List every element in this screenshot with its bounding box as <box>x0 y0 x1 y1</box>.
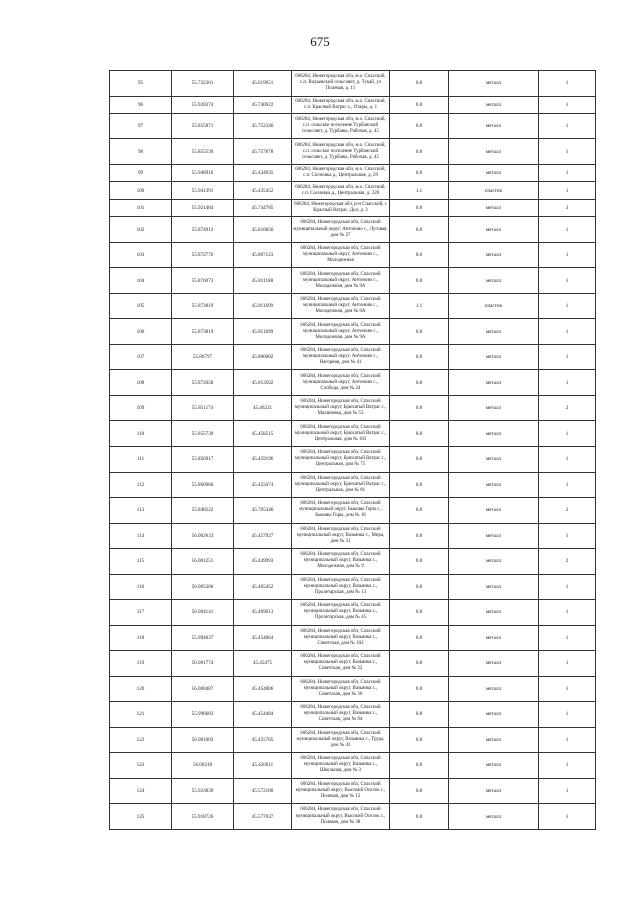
row-number: 111 <box>110 447 172 473</box>
address-cell: 606284, Нижегородская обл, Спасский муниципальный округ, Антоново с., Молодежная, дом № 9А <box>292 268 390 294</box>
material-cell: металл <box>449 395 539 421</box>
count-cell: 1 <box>539 804 596 830</box>
longitude-cell: 45.811699 <box>234 319 292 345</box>
address-cell: 606284, Нижегородская обл, Спасский муниципальный округ, Вазьянка с., Пролетарская, дом № 45 <box>292 600 390 626</box>
address-cell: 606284, Нижегородская обл, Спасский муниципальный округ, Вазьянка с., Советская, дом № 94 <box>292 702 390 728</box>
latitude-cell: 55.876073 <box>172 268 234 294</box>
longitude-cell: 45.740022 <box>234 96 292 113</box>
longitude-cell: 45.811188 <box>234 268 292 294</box>
address-cell: 606284, Нижегородская обл, Спасский муниципальный округ, Вазьянка с., Труда, дом № 43 <box>292 727 390 753</box>
capacity-cell: 0.8 <box>390 199 449 216</box>
capacity-cell: 0.8 <box>390 574 449 600</box>
count-cell: 1 <box>539 523 596 549</box>
longitude-cell: 45.449993 <box>234 549 292 575</box>
longitude-cell: 45.816856 <box>234 217 292 243</box>
longitude-cell: 45.454806 <box>234 676 292 702</box>
latitude-cell: 55.732361 <box>172 71 234 97</box>
count-cell: 1 <box>539 268 596 294</box>
longitude-cell: 45.435452 <box>234 182 292 199</box>
table-row <box>110 600 596 626</box>
count-cell: 1 <box>539 574 596 600</box>
material-cell: металл <box>449 498 539 524</box>
latitude-cell: 56.001774 <box>172 651 234 677</box>
row-number: 114 <box>110 523 172 549</box>
table-body <box>110 71 596 830</box>
longitude-cell: 45.806002 <box>234 344 292 370</box>
material-cell: металл <box>449 344 539 370</box>
latitude-cell: 55.848222 <box>172 498 234 524</box>
address-cell: 606284, Нижегородская обл, р-н Спасский, с Красный Ватрас, Дол, д. 3 <box>292 199 390 216</box>
row-number: 110 <box>110 421 172 447</box>
longitude-cell: 45.455705 <box>234 727 292 753</box>
longitude-cell: 45.458515 <box>234 421 292 447</box>
table-row <box>110 753 596 779</box>
table-row <box>110 268 596 294</box>
table-row <box>110 96 596 113</box>
material-cell: металл <box>449 319 539 345</box>
longitude-cell: 45.459196 <box>234 447 292 473</box>
address-cell: 606284, Нижегородская обл, Спасский муниципальный округ, Быковы Горы с., Быковы Горы, дом № 18 <box>292 498 390 524</box>
address-cell: 606284, Нижегородская обл, м.о. Спасский, с.п. Сосновка д., Центральная, д. 32б <box>292 182 390 199</box>
capacity-cell: 0.8 <box>390 165 449 182</box>
row-number: 97 <box>110 113 172 139</box>
row-number: 115 <box>110 549 172 575</box>
material-cell: металл <box>449 523 539 549</box>
longitude-cell: 45.765346 <box>234 498 292 524</box>
material-cell: пластик <box>449 293 539 319</box>
capacity-cell: 0.8 <box>390 600 449 626</box>
count-cell: 2 <box>539 549 596 575</box>
table-row <box>110 319 596 345</box>
row-number: 106 <box>110 319 172 345</box>
capacity-cell: 0.8 <box>390 113 449 139</box>
material-cell: металл <box>449 676 539 702</box>
address-cell: 606284, Нижегородская обл, Спасский муниципальный округ, Вазьянка с., Советская, дом № 22 <box>292 651 390 677</box>
material-cell: металл <box>449 727 539 753</box>
row-number: 123 <box>110 753 172 779</box>
count-cell: 1 <box>539 344 596 370</box>
latitude-cell: 55.855739 <box>172 421 234 447</box>
table-row <box>110 523 596 549</box>
capacity-cell: 0.8 <box>390 268 449 294</box>
material-cell: металл <box>449 600 539 626</box>
longitude-cell: 45.457927 <box>234 523 292 549</box>
address-cell: 606284, Нижегородская обл, Спасский муниципальный округ, Антоново с., Луговая, дом № 27 <box>292 217 390 243</box>
count-cell: 1 <box>539 242 596 268</box>
address-cell: 606284, Нижегородская обл, Спасский муниципальный округ, Антоново с., Слобода, дом № 24 <box>292 370 390 396</box>
material-cell: металл <box>449 549 539 575</box>
container-sites-table <box>109 70 596 830</box>
table-row <box>110 370 596 396</box>
capacity-cell: 0.8 <box>390 498 449 524</box>
material-cell: металл <box>449 370 539 396</box>
count-cell: 1 <box>539 447 596 473</box>
longitude-cell: 45.454064 <box>234 625 292 651</box>
latitude-cell: 55.872058 <box>172 370 234 396</box>
latitude-cell: 55.872776 <box>172 242 234 268</box>
material-cell: металл <box>449 242 539 268</box>
count-cell: 1 <box>539 702 596 728</box>
longitude-cell: 45.450011 <box>234 753 292 779</box>
longitude-cell: 45.434935 <box>234 165 292 182</box>
capacity-cell: 0.8 <box>390 319 449 345</box>
latitude-cell: 56.005206 <box>172 574 234 600</box>
latitude-cell: 55.994037 <box>172 625 234 651</box>
count-cell: 1 <box>539 96 596 113</box>
address-cell: 606284, Нижегородская обл, Спасский муниципальный округ, Вазьянка с., Советская, дом № 36 <box>292 676 390 702</box>
capacity-cell: 8.0 <box>390 242 449 268</box>
count-cell: 1 <box>539 676 596 702</box>
capacity-cell: 0.8 <box>390 549 449 575</box>
count-cell: 2 <box>539 498 596 524</box>
address-cell: 606284, Нижегородская обл, Спасский муниципальный округ, Антоново с., Молодежная, дом № 9А <box>292 319 390 345</box>
address-cell: 606284, Нижегородская обл, Спасский муниципальный округ, Вазьянка с., Школьная, дом № 3 <box>292 753 390 779</box>
row-number: 96 <box>110 96 172 113</box>
capacity-cell: 0.8 <box>390 71 449 97</box>
material-cell: металл <box>449 199 539 216</box>
table-row <box>110 498 596 524</box>
latitude-cell: 55.996603 <box>172 702 234 728</box>
material-cell: металл <box>449 268 539 294</box>
material-cell: металл <box>449 217 539 243</box>
row-number: 116 <box>110 574 172 600</box>
row-number: 108 <box>110 370 172 396</box>
material-cell: металл <box>449 96 539 113</box>
latitude-cell: 55.948916 <box>172 165 234 182</box>
material-cell: металл <box>449 702 539 728</box>
count-cell: 1 <box>539 421 596 447</box>
capacity-cell: 0.8 <box>390 447 449 473</box>
table-row <box>110 344 596 370</box>
row-number: 120 <box>110 676 172 702</box>
address-cell: 606284, Нижегородская обл, Спасский муниципальный округ, Антоново с., Нагорная, дом № 41 <box>292 344 390 370</box>
table-row <box>110 702 596 728</box>
address-cell: 606284, Нижегородская обл, Спасский муниципальный округ, Вазьянка с., Мира, дом № 31 <box>292 523 390 549</box>
capacity-cell: 0.8 <box>390 804 449 830</box>
longitude-cell: 45.807123 <box>234 242 292 268</box>
latitude-cell: 56.001003 <box>172 727 234 753</box>
address-cell: 606284, Нижегородская обл, Спасский муниципальный округ, Брюхатый Ватрас с., Малиновка, дом № 53 <box>292 395 390 421</box>
table-row <box>110 778 596 804</box>
material-cell: металл <box>449 472 539 498</box>
row-number: 107 <box>110 344 172 370</box>
count-cell: 1 <box>539 625 596 651</box>
latitude-cell: 55.851174 <box>172 395 234 421</box>
row-number: 100 <box>110 182 172 199</box>
material-cell: металл <box>449 574 539 600</box>
table-row <box>110 625 596 651</box>
latitude-cell: 56.000487 <box>172 676 234 702</box>
latitude-cell: 55.860966 <box>172 472 234 498</box>
address-cell: 606284, Нижегородская обл, Спасский муниципальный округ, Брюхатый Ватрас с., Центральная, дом № 81 <box>292 472 390 498</box>
latitude-cell: 55.86797 <box>172 344 234 370</box>
table-row <box>110 113 596 139</box>
row-number: 104 <box>110 268 172 294</box>
count-cell: 1 <box>539 753 596 779</box>
capacity-cell: 0.8 <box>390 217 449 243</box>
count-cell: 1 <box>539 651 596 677</box>
longitude-cell: 45.455074 <box>234 472 292 498</box>
table-row <box>110 727 596 753</box>
material-cell: металл <box>449 625 539 651</box>
latitude-cell: 56.004141 <box>172 600 234 626</box>
count-cell: 1 <box>539 370 596 396</box>
capacity-cell: 0.8 <box>390 625 449 651</box>
latitude-cell: 55.873819 <box>172 319 234 345</box>
table-row <box>110 199 596 216</box>
count-cell: 2 <box>539 395 596 421</box>
material-cell: пластик <box>449 182 539 199</box>
latitude-cell: 55.920374 <box>172 96 234 113</box>
table-row <box>110 139 596 165</box>
latitude-cell: 55.856917 <box>172 447 234 473</box>
longitude-cell: 45.757878 <box>234 139 292 165</box>
address-cell: 606284, Нижегородская обл, м.о. Спасский, с.п. Сосновка д., Центральная, д. 29 <box>292 165 390 182</box>
latitude-cell: 55.874912 <box>172 217 234 243</box>
row-number: 103 <box>110 242 172 268</box>
material-cell: металл <box>449 421 539 447</box>
address-cell: 606284, Нижегородская обл, Спасский муниципальный округ, Брюхатый Ватрас с., Центральная, дом № 75 <box>292 447 390 473</box>
material-cell: металл <box>449 651 539 677</box>
row-number: 95 <box>110 71 172 97</box>
latitude-cell: 55.941391 <box>172 182 234 199</box>
capacity-cell: 0.8 <box>390 139 449 165</box>
address-cell: 606284, Нижегородская обл, м.о. Спасский, с.п. Вадъевский сельсовет, д. Тукай, ул Полевая, д. 11 <box>292 71 390 97</box>
longitude-cell: 45.811699 <box>234 293 292 319</box>
longitude-cell: 45.813502 <box>234 370 292 396</box>
row-number: 105 <box>110 293 172 319</box>
table-row <box>110 804 596 830</box>
row-number: 124 <box>110 778 172 804</box>
count-cell: 1 <box>539 600 596 626</box>
table-row <box>110 293 596 319</box>
longitude-cell: 45.744785 <box>234 199 292 216</box>
count-cell: 1 <box>539 139 596 165</box>
latitude-cell: 55.921484 <box>172 199 234 216</box>
count-cell: 3 <box>539 199 596 216</box>
capacity-cell: 0.8 <box>390 395 449 421</box>
address-cell: 606284, Нижегородская обл, Спасский муниципальный округ, Антоново с., Молодежная, дом № 9А <box>292 293 390 319</box>
capacity-cell: 0.8 <box>390 702 449 728</box>
row-number: 113 <box>110 498 172 524</box>
row-number: 117 <box>110 600 172 626</box>
row-number: 98 <box>110 139 172 165</box>
address-cell: 606284, Нижегородская обл, Спасский муниципальный округ, Вазьянка с., Молодежная, дом № 9 <box>292 549 390 575</box>
capacity-cell: 0.8 <box>390 778 449 804</box>
material-cell: металл <box>449 804 539 830</box>
row-number: 122 <box>110 727 172 753</box>
capacity-cell: 8.0 <box>390 421 449 447</box>
material-cell: металл <box>449 139 539 165</box>
page-number: 675 <box>310 34 330 49</box>
table-row <box>110 447 596 473</box>
row-number: 99 <box>110 165 172 182</box>
latitude-cell: 56.00318 <box>172 753 234 779</box>
count-cell: 1 <box>539 293 596 319</box>
table-row <box>110 395 596 421</box>
table-row <box>110 71 596 97</box>
longitude-cell: 45.46221 <box>234 395 292 421</box>
capacity-cell: 0.8 <box>390 344 449 370</box>
row-number: 102 <box>110 217 172 243</box>
row-number: 118 <box>110 625 172 651</box>
capacity-cell: 0.8 <box>390 370 449 396</box>
longitude-cell: 45.619051 <box>234 71 292 97</box>
material-cell: металл <box>449 113 539 139</box>
table-row <box>110 242 596 268</box>
latitude-cell: 55.855539 <box>172 139 234 165</box>
address-cell: 606284, Нижегородская обл, м.о. Спасский, с.п. Красный Ватрас с., Отары, д. 1 <box>292 96 390 113</box>
address-cell: 606284, Нижегородская обл, Спасский муниципальный округ, Вазьянка с., Советская, дом № 102 <box>292 625 390 651</box>
table-row <box>110 165 596 182</box>
longitude-cell: 45.465452 <box>234 574 292 600</box>
longitude-cell: 45.454484 <box>234 702 292 728</box>
material-cell: металл <box>449 71 539 97</box>
capacity-cell: 0.8 <box>390 472 449 498</box>
count-cell: 1 <box>539 71 596 97</box>
address-cell: 606284, Нижегородская обл, Спасский муниципальный округ, Высокий Оселок с., Полевая, дом № 12 <box>292 778 390 804</box>
address-cell: 606284, Нижегородская обл, Спасский муниципальный округ, Антоново с., Молодежная <box>292 242 390 268</box>
table-row <box>110 472 596 498</box>
longitude-cell: 45.577037 <box>234 804 292 830</box>
row-number: 121 <box>110 702 172 728</box>
address-cell: 606284, Нижегородская обл, м.о. Спасский, с.п. сельское поселение Турбанский сельсовет, д. Турбаны, Рабочая, д. 45 <box>292 113 390 139</box>
row-number: 109 <box>110 395 172 421</box>
count-cell: 1 <box>539 217 596 243</box>
longitude-cell: 45.469013 <box>234 600 292 626</box>
longitude-cell: 45.45475 <box>234 651 292 677</box>
longitude-cell: 45.752346 <box>234 113 292 139</box>
address-cell: 606284, Нижегородская обл, Спасский муниципальный округ, Высокий Оселок с., Полевая, дом № 38 <box>292 804 390 830</box>
row-number: 112 <box>110 472 172 498</box>
capacity-cell: 0.8 <box>390 523 449 549</box>
row-number: 119 <box>110 651 172 677</box>
table-row <box>110 574 596 600</box>
count-cell: 1 <box>539 472 596 498</box>
table-row <box>110 421 596 447</box>
capacity-cell: 0.8 <box>390 753 449 779</box>
count-cell: 1 <box>539 113 596 139</box>
latitude-cell: 55.873819 <box>172 293 234 319</box>
row-number: 101 <box>110 199 172 216</box>
capacity-cell: 0.8 <box>390 651 449 677</box>
count-cell: 1 <box>539 727 596 753</box>
material-cell: металл <box>449 447 539 473</box>
table-row <box>110 549 596 575</box>
table-row <box>110 182 596 199</box>
capacity-cell: 0.8 <box>390 96 449 113</box>
material-cell: металл <box>449 778 539 804</box>
capacity-cell: 0.8 <box>390 727 449 753</box>
latitude-cell: 55.923839 <box>172 778 234 804</box>
table-row <box>110 217 596 243</box>
address-cell: 606284, Нижегородская обл, м.о. Спасский, с.п. сельское поселение Турбанский сельсовет, д. Турбаны, Рабочая, д. 45 <box>292 139 390 165</box>
count-cell: 1 <box>539 778 596 804</box>
latitude-cell: 55.918726 <box>172 804 234 830</box>
row-number: 125 <box>110 804 172 830</box>
table-row <box>110 676 596 702</box>
count-cell: 1 <box>539 182 596 199</box>
capacity-cell: 0.8 <box>390 676 449 702</box>
latitude-cell: 55.855871 <box>172 113 234 139</box>
latitude-cell: 56.001251 <box>172 549 234 575</box>
address-cell: 606284, Нижегородская обл, Спасский муниципальный округ, Брюхатый Ватрас с., Центральная, дом № 103 <box>292 421 390 447</box>
count-cell: 1 <box>539 319 596 345</box>
material-cell: металл <box>449 165 539 182</box>
address-cell: 606284, Нижегородская обл, Спасский муниципальный округ, Вазьянка с., Пролетарская, дом № 13 <box>292 574 390 600</box>
table-row <box>110 651 596 677</box>
latitude-cell: 56.002633 <box>172 523 234 549</box>
longitude-cell: 45.572100 <box>234 778 292 804</box>
count-cell: 1 <box>539 165 596 182</box>
capacity-cell: 1.1 <box>390 182 449 199</box>
capacity-cell: 1.1 <box>390 293 449 319</box>
material-cell: металл <box>449 753 539 779</box>
